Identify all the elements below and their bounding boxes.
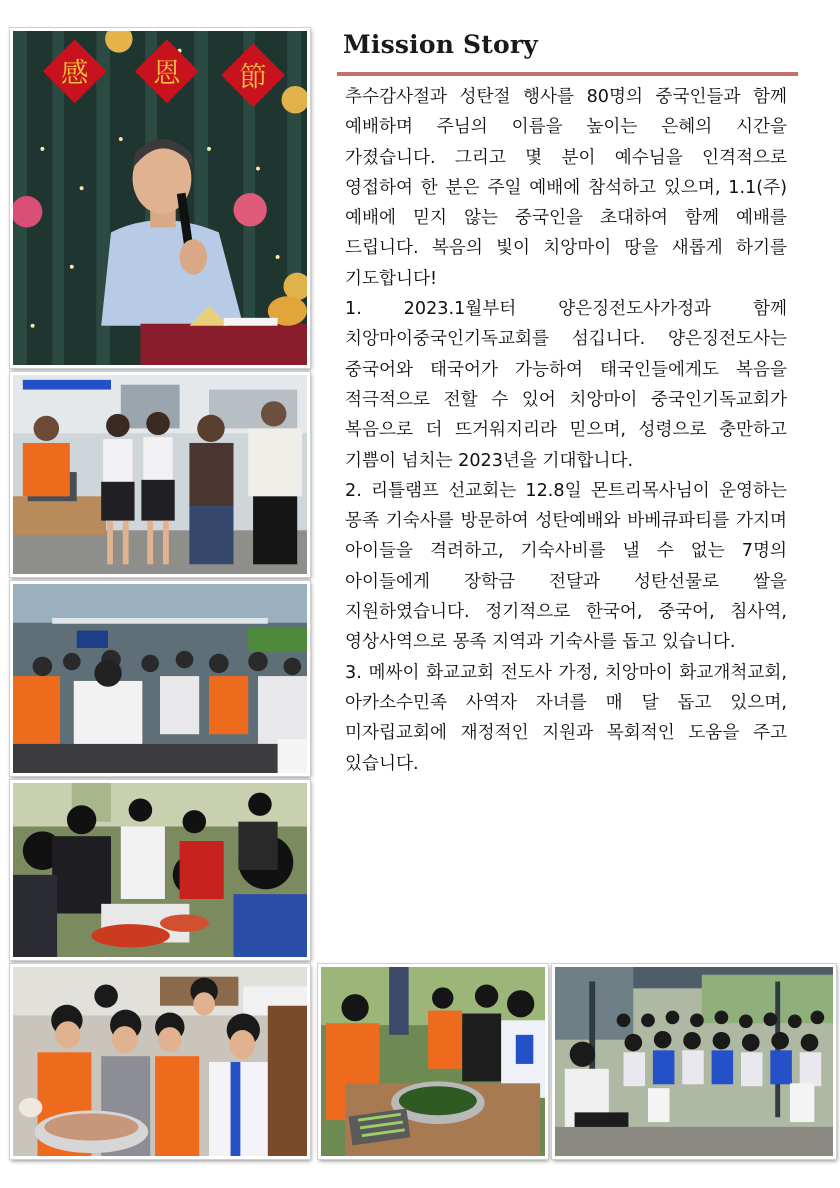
story-item-3: 3. 메싸이 화교교회 전도사 가정, 치앙마이 화교개척교회,아카소수민족 사역자 자녀를 매 달 돕고 있으며, 미자립교회에 재정적인 지원과 목회적인 도움을 주고 있습니다. [345,662,787,774]
banner-char-3: 節 [239,61,267,94]
story-item-1: 1. 2023.1월부터 양은징전도사가정과 함께 치앙마이중국인기독교회를 섬깁니다. 양은징전도사는 중국어와 태국어가 가능하여 태국인들에게도 복음을 적극적으로 전할 수 있어 치앙마이 중국인기독교회가 복음으로 더 뜨거워지리라 믿으며, 성령으로 충만하고 기쁨이 넘치는 2023년을 기대합니다. [345,299,787,471]
mission-story-text [345,82,787,779]
photo-children-seated-gathering [552,964,836,1159]
banner-char-1: 感 [61,58,89,90]
photo-group-prayer-indoors [10,372,310,577]
photo-dormitory-worship [10,581,310,776]
photo-boys-bbq-party [10,780,310,960]
photo-food-preparation [318,964,548,1159]
title-underline [337,72,798,76]
page-title: Mission Story [343,30,538,59]
story-intro-paragraph: 추수감사절과 성탄절 행사를 80명의 중국인들과 함께 예배하며 주님의 이름을 높이는 은혜의 시간을 가졌습니다. 그리고 몇 분이 예수님을 인격적으로 영접하여 한 분은 주일 예배에 참석하고 있으며, 1.1(주) 예배에 믿지 않는 중국인을 초대하여 함께 예배를 드립니다. 복음의 빛이 치앙마이 땅을 새롭게 하기를 기도합니다! [345,87,787,289]
photo-speaker-with-microphone [10,28,310,368]
photo-kitchen-group [10,964,310,1159]
story-item-2: 2. 리틀램프 선교회는 12.8일 몬트리목사님이 운영하는 몽족 기숙사를 방문하여 성탄예배와 바베큐파티를 가지며 아이들을 격려하고, 기숙사비를 낼 수 없는 7명의 아이들에게 장학금 전달과 성탄선물로 쌀을 지원하였습니다. 정기적으로 한국어, 중국어, 침사역, 영상사역으로 몽족 지역과 기숙사를 돕고 있습니다. [345,480,787,653]
banner-char-2: 恩 [153,58,181,90]
